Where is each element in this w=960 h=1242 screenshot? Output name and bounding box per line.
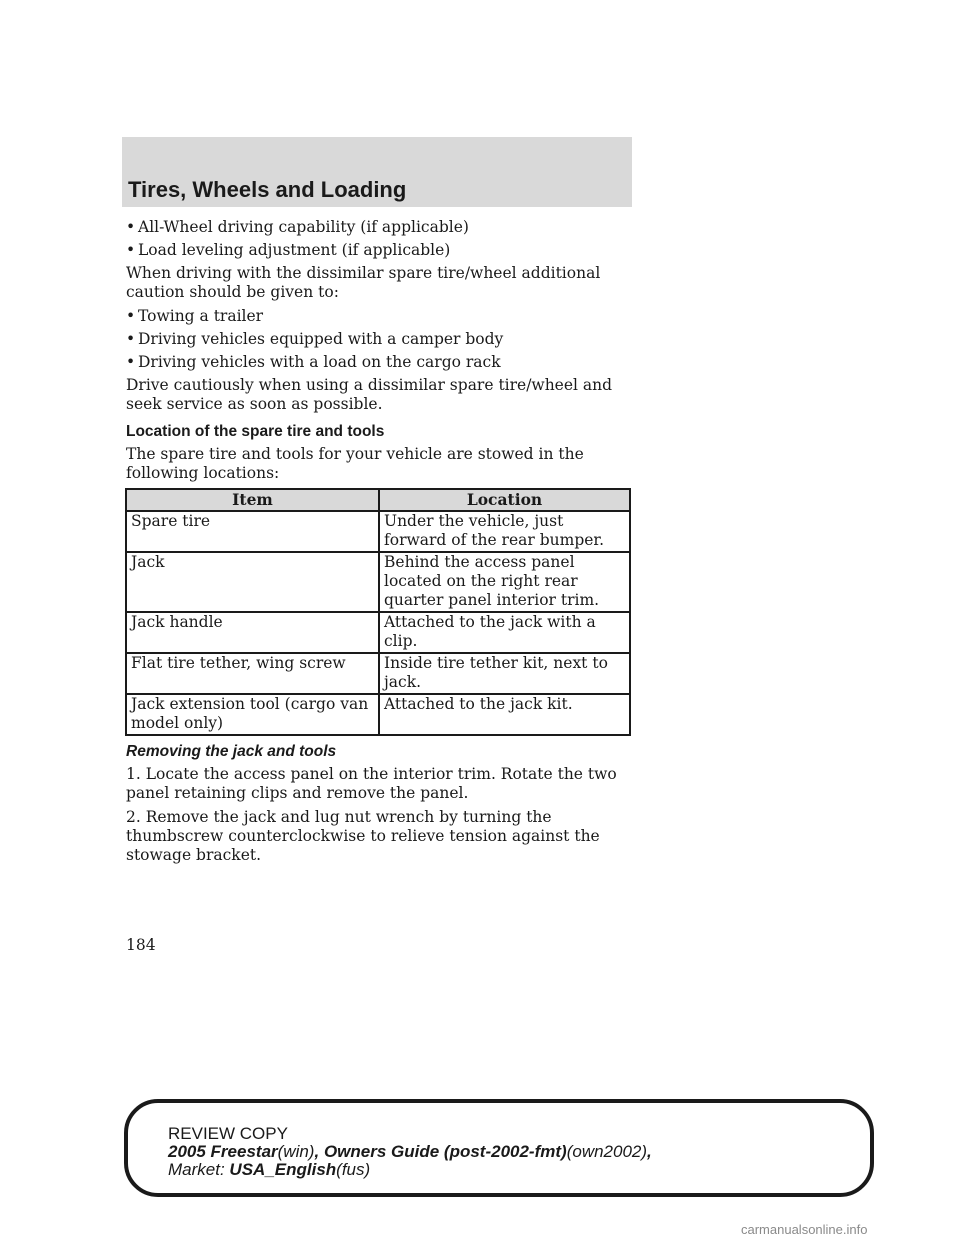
bullet-icon: •: [126, 330, 136, 348]
separator: ,: [314, 1142, 324, 1161]
table-row: [126, 552, 630, 612]
review-copy-market-line: [168, 1161, 652, 1179]
table-row: [126, 653, 630, 694]
location-cell: Inside tire tether kit, next to jack.: [379, 653, 630, 694]
location-cell: Behind the access panel located on the right rear quarter panel interior trim.: [379, 552, 630, 612]
section-header-band: [122, 137, 632, 207]
caution-paragraph: When driving with the dissimilar spare tire/wheel additional caution should be given to:: [126, 264, 601, 301]
vehicle-code: (win): [277, 1142, 315, 1161]
bullet-icon: •: [126, 241, 136, 259]
location-intro: The spare tire and tools for your vehicle are stowed in the following locations:: [126, 445, 584, 482]
location-heading: Location of the spare tire and tools: [126, 423, 385, 440]
review-copy-doc-line: [168, 1143, 652, 1161]
market-name: USA_English: [229, 1160, 337, 1179]
table-row: [126, 511, 630, 552]
guide-code: (own2002): [566, 1142, 648, 1161]
item-cell: Jack extension tool (cargo van model only): [126, 694, 379, 735]
bullet-item: • Load leveling adjustment (if applicable): [126, 241, 451, 259]
tools-location-table: [125, 488, 631, 736]
review-copy-label: REVIEW COPY: [168, 1124, 288, 1143]
location-cell: Attached to the jack with a clip.: [379, 612, 630, 653]
watermark: carmanualsonline.info: [741, 1222, 868, 1237]
review-copy-text: [168, 1125, 652, 1179]
item-cell: Spare tire: [126, 511, 379, 552]
market-label: Market:: [168, 1160, 225, 1179]
step-paragraph: 1. Locate the access panel on the interior trim. Rotate the two panel retaining clips and remove the panel.: [126, 765, 617, 802]
item-cell: Flat tire tether, wing screw: [126, 653, 379, 694]
vehicle-name: 2005 Freestar: [168, 1142, 278, 1161]
location-cell: Attached to the jack kit.: [379, 694, 630, 735]
page-content: [126, 218, 632, 870]
bullet-icon: •: [126, 307, 136, 325]
bullet-item: • All-Wheel driving capability (if applicable): [126, 218, 469, 236]
bullet-item: • Driving vehicles equipped with a camper body: [126, 330, 504, 348]
location-cell: Under the vehicle, just forward of the rear bumper.: [379, 511, 630, 552]
item-cell: Jack handle: [126, 612, 379, 653]
table-row: [126, 694, 630, 735]
column-header-item: Item: [126, 489, 379, 511]
section-title: Tires, Wheels and Loading: [128, 177, 407, 202]
bullet-icon: •: [126, 218, 136, 236]
bullet-item: • Towing a trailer: [126, 307, 264, 325]
review-copy-box: [124, 1099, 874, 1197]
bullet-item: • Driving vehicles with a load on the cargo rack: [126, 353, 501, 371]
market-code: (fus): [336, 1160, 371, 1179]
step-paragraph: 2. Remove the jack and lug nut wrench by turning the thumbscrew counterclockwise to relieve tension against the stowage bracket.: [126, 808, 600, 864]
bullet-icon: •: [126, 353, 136, 371]
removing-heading: Removing the jack and tools: [126, 743, 337, 760]
table-header-row: [126, 489, 630, 511]
guide-name: Owners Guide (post-2002-fmt): [323, 1142, 567, 1161]
page-number: 184: [126, 936, 156, 954]
drive-paragraph: Drive cautiously when using a dissimilar spare tire/wheel and seek service as soon as possible.: [126, 376, 613, 413]
item-cell: Jack: [126, 552, 379, 612]
column-header-location: Location: [379, 489, 630, 511]
separator: ,: [647, 1142, 652, 1161]
table-row: [126, 612, 630, 653]
